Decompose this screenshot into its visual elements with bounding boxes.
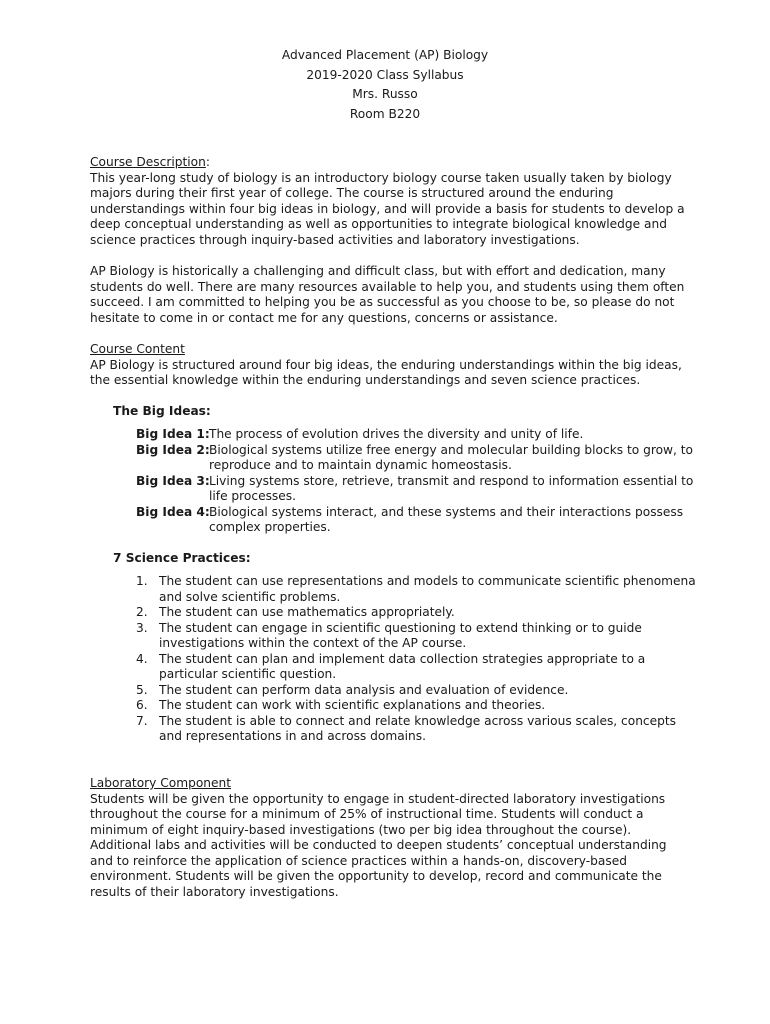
practice-item: [136, 698, 696, 714]
practice-text: The student can perform data analysis and evaluation of evidence.: [159, 682, 569, 697]
practice-text: The student is able to connect and relate knowledge across various scales, concepts and representations in and across domains.: [159, 713, 676, 743]
course-content-heading: Course Content: [90, 342, 185, 356]
big-idea-item: [136, 443, 696, 474]
course-description-heading-line: [90, 155, 690, 171]
big-ideas-heading: The Big Ideas:: [113, 404, 211, 418]
big-idea-text: The process of evolution drives the diversity and unity of life.: [209, 427, 584, 441]
course-title: Advanced Placement (AP) Biology: [281, 48, 489, 62]
science-practices-list: [136, 574, 696, 745]
big-idea-item: [136, 427, 696, 443]
course-description-paragraph-2-block: [90, 264, 690, 326]
practice-number: 2.: [136, 605, 148, 619]
big-idea-label: Big Idea 4:: [136, 504, 210, 519]
practice-text: The student can use representations and models to communicate scientific phenomena and solve scientific problems.: [159, 574, 696, 604]
teacher-name: Mrs. Russo: [352, 87, 418, 101]
course-content-paragraph: AP Biology is structured around four big ideas, the enduring understandings within the big ideas, the essential knowledge within the enduring understandings and seven science practices.: [90, 357, 682, 387]
big-ideas-list: [136, 427, 696, 536]
big-idea-label: Big Idea 3:: [136, 473, 210, 488]
practice-number: 4.: [136, 651, 148, 666]
practice-item: [136, 714, 696, 745]
big-idea-item: [136, 505, 696, 536]
practice-item: [136, 652, 696, 683]
big-idea-item: [136, 474, 696, 505]
room-number: Room B220: [349, 106, 421, 121]
practice-text: The student can engage in scientific questioning to extend thinking or to guide investigations within the context of the AP course.: [159, 620, 642, 650]
practice-item: [136, 605, 696, 621]
practice-item: [136, 621, 696, 652]
big-idea-label: Big Idea 2:: [136, 442, 210, 457]
practice-number: 5.: [136, 682, 148, 697]
practice-number: 1.: [136, 574, 148, 588]
laboratory-section: [90, 776, 690, 900]
document-header: [0, 46, 770, 124]
practice-item: [136, 683, 696, 699]
heading-colon: :: [205, 155, 210, 169]
practice-text: The student can work with scientific explanations and theories.: [159, 698, 546, 712]
laboratory-paragraph: Students will be given the opportunity to engage in student-directed laboratory investigations throughout the course for a minimum of 25% of instructional time. Students will conduct a minimum of eight inquiry-based investigations (two per big idea throughout the course). Additional labs and activities will be conducted to deepen students’ conceptual understanding and to reinforce the application of science practices within a hands-on, discovery-based environment. Students will be given the opportunity to develop, record and communicate the results of their laboratory investigations.: [90, 791, 667, 899]
practice-number: 7.: [136, 713, 148, 728]
big-idea-text: Biological systems interact, and these systems and their interactions possess complex properties.: [209, 504, 684, 534]
syllabus-year: 2019-2020 Class Syllabus: [306, 67, 464, 82]
laboratory-heading: Laboratory Component: [90, 776, 232, 790]
practice-text: The student can plan and implement data collection strategies appropriate to a particular scientific question.: [159, 651, 646, 681]
course-description-heading: Course Description: [90, 155, 206, 169]
practice-number: 6.: [136, 698, 148, 712]
practice-number: 3.: [136, 620, 148, 635]
course-description-paragraph-1: This year-long study of biology is an introductory biology course taken usually taken by biology majors during their first year of college. The course is structured around the enduring understandings within four big ideas in biology, and will provide a basis for students to develop a deep conceptual understanding as well as opportunities to integrate biological knowledge and science practices through inquiry-based activities and laboratory investigations.: [90, 170, 685, 247]
practice-text: The student can use mathematics appropriately.: [159, 605, 455, 619]
big-idea-text: Biological systems utilize free energy and molecular building blocks to grow, to reproduce and to maintain dynamic homeostasis.: [209, 442, 693, 472]
course-description-paragraph-2: AP Biology is historically a challenging and difficult class, but with effort and dedication, many students do well. There are many resources available to help you, and students using them often succeed. I am committed to helping you be as successful as you choose to be, so please do not hesitate to come in or contact me for any questions, concerns or assistance.: [90, 264, 685, 325]
big-idea-label: Big Idea 1:: [136, 427, 210, 441]
big-idea-text: Living systems store, retrieve, transmit and respond to information essential to life processes.: [209, 473, 694, 503]
course-description-section: [90, 155, 690, 248]
practice-item: [136, 574, 696, 605]
course-content-section: [90, 342, 690, 389]
science-practices-heading: 7 Science Practices:: [113, 551, 251, 565]
